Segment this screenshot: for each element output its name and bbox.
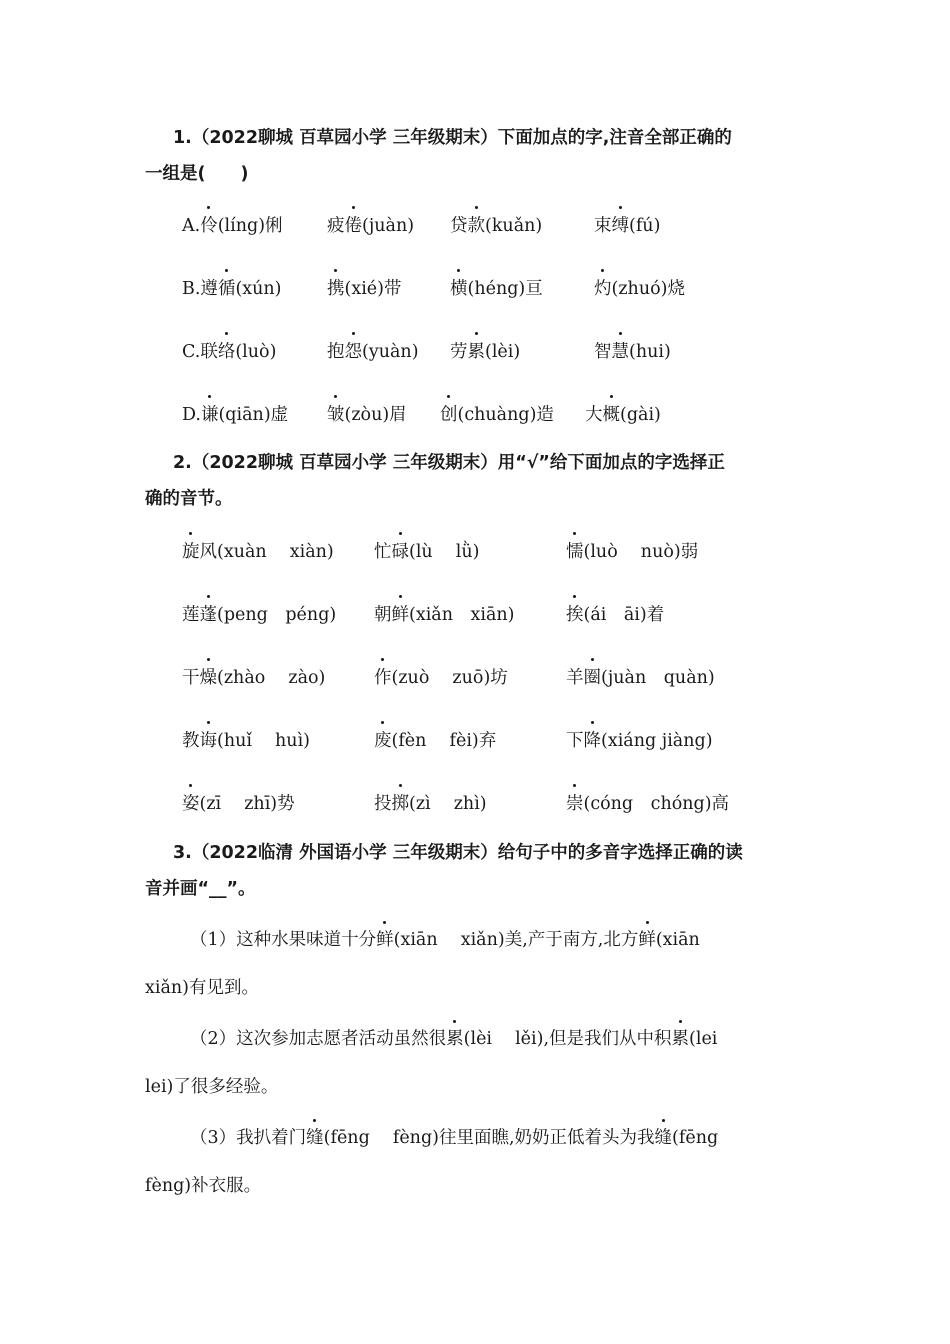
word-item: 懦(luò nuò)弱: [566, 537, 698, 567]
question-2-heading: [145, 445, 810, 517]
option-item: 束缚(fú): [594, 211, 660, 241]
question-3-line2: 音并画“__”。: [145, 879, 256, 899]
option-item: 大概(gài): [585, 400, 661, 430]
option-item: B.遵循(xún): [182, 274, 282, 304]
sentence-line: xiǎn)有见到。: [145, 978, 259, 998]
word-item: 羊圈(juàn quàn): [566, 663, 715, 693]
sentence-line: （3）我扒着门缝(fēng fèng)往里面瞧,奶奶正低着头为我缝(fēng: [190, 1124, 718, 1149]
word-item: 作(zuò zuō)坊: [374, 663, 508, 693]
question-3-line1: 3.（2022临清 外国语小学 三年级期末）给句子中的多音字选择正确的读: [173, 843, 743, 863]
option-item: C.联络(luò): [182, 337, 276, 367]
word-item: 下降(xiáng jiàng): [566, 726, 713, 756]
sentence-line: （2）这次参加志愿者活动虽然很累(lèi lěi),但是我们从中积累(lei: [190, 1025, 717, 1050]
word-item: 教诲(huǐ huì): [182, 726, 310, 756]
question-2-line2: 确的音节。: [145, 489, 233, 509]
question-1-heading: [145, 120, 810, 192]
option-item: 智慧(hui): [594, 337, 671, 367]
sentence-line: （1）这种水果味道十分鲜(xiān xiǎn)美,产于南方,北方鲜(xiān: [190, 926, 700, 951]
question-1-line1: 1.（2022聊城 百草园小学 三年级期末）下面加点的字,注音全部正确的: [173, 128, 732, 148]
word-item: 废(fèn fèi)弃: [374, 726, 496, 756]
word-item: 挨(ái āi)着: [566, 600, 664, 630]
option-item: D.谦(qiān)虚: [182, 400, 288, 430]
question-3-heading: [145, 835, 810, 907]
word-item: 旋风(xuàn xiàn): [182, 537, 334, 567]
option-item: 横(héng)亘: [450, 274, 543, 304]
option-item: 贷款(kuǎn): [450, 211, 542, 241]
word-item: 投掷(zì zhì): [374, 789, 487, 819]
option-item: 携(xié)带: [327, 274, 401, 304]
sentence-line: lei)了很多经验。: [145, 1077, 279, 1097]
word-item: 朝鲜(xiǎn xiān): [374, 600, 515, 630]
option-item: 皱(zòu)眉: [327, 400, 407, 430]
word-item: 崇(cóng chóng)高: [566, 789, 729, 819]
option-item: 劳累(lèi): [450, 337, 520, 367]
word-item: 忙碌(lù lǜ): [374, 537, 479, 567]
sentence-line: fèng)补衣服。: [145, 1176, 262, 1196]
question-1-line2: 一组是( ): [145, 164, 249, 184]
option-item: 灼(zhuó)烧: [594, 274, 685, 304]
word-item: 莲蓬(peng péng): [182, 600, 336, 630]
option-item: 疲倦(juàn): [327, 211, 414, 241]
question-2-line1: 2.（2022聊城 百草园小学 三年级期末）用“√”给下面加点的字选择正: [173, 453, 725, 473]
option-item: 抱怨(yuàn): [327, 337, 419, 367]
word-item: 姿(zī zhī)势: [182, 789, 295, 819]
option-item: 创(chuàng)造: [440, 400, 554, 430]
word-item: 干燥(zhào zào): [182, 663, 325, 693]
option-item: A.伶(líng)俐: [182, 211, 283, 241]
